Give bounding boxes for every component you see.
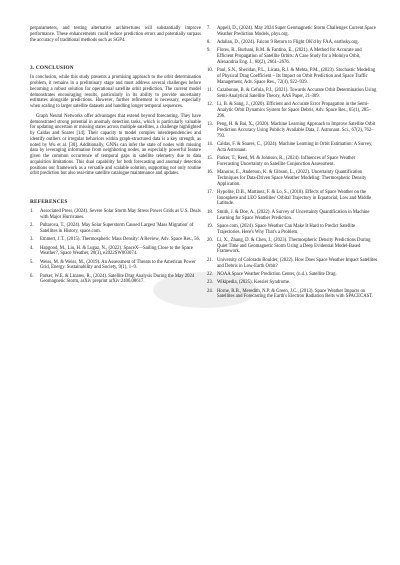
reference-item: 10. Paul, S.N., Sheridan, P.L., Licata, R.J. & Mehta, P.M., (2023). Stochastic Modeling of Physical Drag Coefficient – Its Impact on Orbit Prediction and Space Traffic Management, Adv. Space Res., 72(4), 922–939. (207, 68, 376, 85)
reference-item: 17. Hypolite, D.B., Martinez, F. & Lo, S., (2018). Effects of Space Weather on the Ionosphere and LEO Satellites' Orbital Trajectory in Equatorial, Low and Middle Latitude. (207, 189, 372, 207)
reference-item: 21. University of Colorado Boulder, (2022). How Does Space Weather Impact Satellites and Debris in Low-Earth Orbit? (207, 257, 378, 269)
reference-item: 15. Parker, T., Reed, M. & Johnson, R., (2024). Influences of Space Weather Forecasting Uncertainty on Satellite Conjunction Assessment. (207, 156, 356, 167)
reference-list-right (207, 26, 378, 300)
right-column (207, 26, 378, 303)
reference-item: 2. Pultarova, T., (2024). May Solar Superstorm Caused Largest 'Mass Migration' of Satellites in History, space.com. (30, 223, 194, 234)
reference-item: 6. Parker, W.E. & Linares, R., (2024). Satellite Drag Analysis During the May 2024 Geomagnetic Storm, arXiv preprint arXiv:2406.08617. (30, 273, 195, 285)
reference-item: 9. Flores, R., Burhani, B.M. & Fantino, E., (2021). A Method for Accurate and Efficient Propagation of Satellite Orbits: A Case Study for a Molniya Orbit, Alexandria Eng. J., 60(2), 2661–2676. (207, 48, 362, 65)
reference-item: 22. NOAA Space Weather Prediction Center, (n.d.). Satellite Drag. (207, 271, 337, 277)
reference-item: 16. Manoras, E., Anderson, K. & Gibson, L., (2022). Uncertainty Quantification Techniques for Data-Driven Space Weather Modeling: Thermospheric Density Application. (207, 170, 367, 187)
reference-item: 7. Appell, D., (2024). May 2024 Super Geomagnetic Storm Challenges Current Space Weather Prediction Models, phys.org. (207, 26, 376, 37)
conclusion-paragraph-2: Graph Neural Networks offer advantages that extend beyond forecasting. They have demonstrated strong potential in anomaly detection tasks, which is particularly valuable for updating uncertain or missing states across multiple satellites, a challenge highlighted by Caldas and Soares [14]. Their capacity to model complex interdependencies and identify outliers or irregular behaviors within graph-structured data is a key strength, as noted by Wu et al. [30]. Additionally, GNNs can infer the state of nodes with missing data by leveraging information from neighboring nodes, an especially powerful feature given the common occurrence of temporal gaps in satellite telemetry due to data acquisition limitations. This dual capability for both forecasting and anomaly detection positions our framework as a versatile and scalable solution, supporting not only routine orbit prediction but also real-time satellite catalogue maintenance and updates. (30, 113, 201, 177)
reference-item: 24. Horne, R.B., Meredith, N.P. & Green, J.C., (2013). Space Weather Impacts on Satellites and Forecasting the Earth's Electron Radiation Belts with SPACECAST. (207, 288, 374, 300)
reference-item: 1. Associated Press, (2024). Severe Solar Storm May Stress Power Grids as U.S. Deals with Major Hurricanes. (30, 209, 201, 220)
reference-item: 12. Li, B. & Sang, J., (2020). Efficient and Accurate Error Propagation in the Semi-Analytic Orbit Dynamics System for Space Debris, Adv. Space Res., 65(1), 285–296. (207, 102, 372, 119)
left-column (30, 26, 201, 288)
reference-item: 3. Emmert, J.T., (2015). Thermospheric Mass Density: A Review, Adv. Space Res., 56. (30, 237, 201, 243)
conclusion-heading: 3. CONCLUSION (30, 65, 74, 72)
reference-item: 8. Adalian, D., (2024). Falcon 9 Return to Flight OK'd by FAA, earthsky.org. (207, 40, 359, 46)
references-heading: REFERENCES (30, 199, 68, 205)
reference-item: 14. Caldas, F. & Soares, C., (2024). Machine Learning in Orbit Estimation: A Survey, Acta Astronaut. (207, 141, 373, 153)
conclusion-paragraph-1: In conclusion, while this study presents a promising approach to the orbit determination problem, it remains in a preliminary stage and must address several challenges before becoming a robust solution for operational satellite orbit prediction. The current model demonstrates encouraging results, particularly in its ability to provide uncertainty estimates alongside predictions. However, further refinement is necessary, especially when scaling to larger satellite datasets and handling longer temporal sequences. (30, 75, 201, 109)
reference-item: 20. Li, X., Zhang, D. & Chen, J., (2023). Thermospheric Density Predictions During Quiet Time and Geomagnetic Storm Using a Deep Evidential Model-Based Framework. (207, 237, 371, 255)
reference-item: 11. Cazabonne, B. & Cefola, P.J., (2021). Towards Accurate Orbit Determination Using Semi-Analytical Satellite Theory, AAS Paper, 21-309. (207, 88, 377, 99)
reference-list-left (30, 209, 201, 285)
intro-paragraph: perparameters, and testing alternative architectures will substantially improve performance. These enhancements could reduce prediction errors and potentially surpass the accuracy of traditional methods such as SGP4. (30, 26, 201, 43)
reference-item: 13. Peng, H. & Bai, X., (2020). Machine Learning Approach to Improve Satellite Orbit Prediction Accuracy Using Publicly Available Data, J. Astronaut. Sci., 67(2), 762–793. (207, 122, 376, 139)
reference-item: 5. Weiss, M. & Weiss, M., (2019). An Assessment of Threats to the American Power Grid, Energy. Sustainability and Society, 9(1), 1–9. (30, 259, 196, 271)
reference-item: 4. Hapgood, M., Liu, H. & Lugaz, N., (2022). SpaceX—Sailing Close to the Space Weather?, Space Weather, 20(3), e2022SW003074. (30, 245, 193, 257)
reference-item: 23. Wikipedia, (2025). Kessler Syndrome. (207, 280, 291, 286)
reference-item: 19. Space.com, (2024). Space Weather Can Make It Hard to Predict Satellite Trajectories. Here's Why That's a Problem. (207, 223, 356, 235)
reference-item: 18. Smith, J. & Doe, A., (2022). A Survey of Uncertainty Quantification in Machine Learning for Space Weather Prediction. (207, 209, 370, 221)
